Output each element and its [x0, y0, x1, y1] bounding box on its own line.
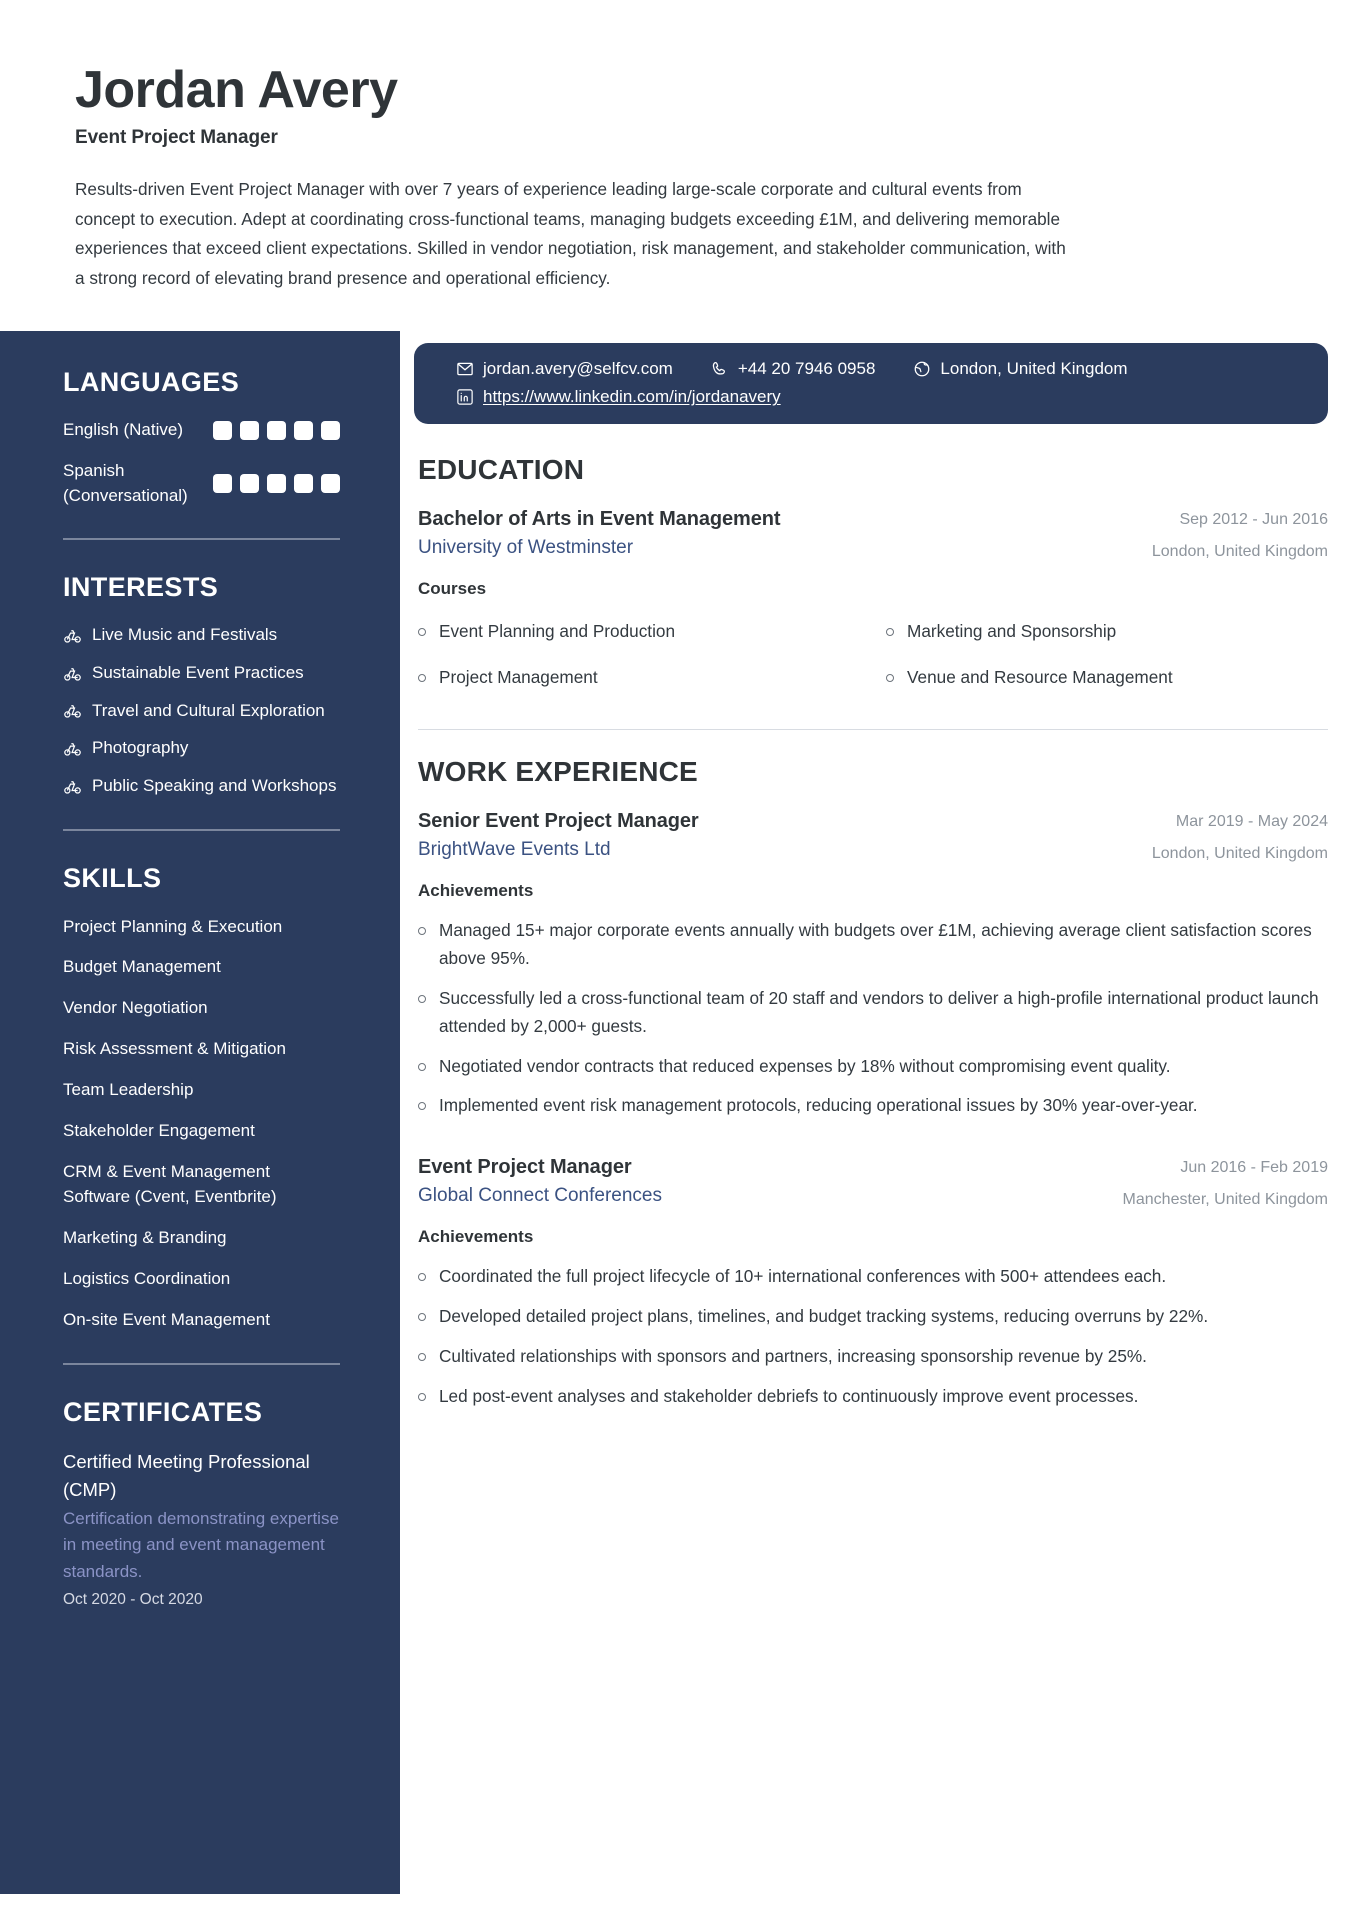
bullet-icon: [418, 628, 426, 636]
section-work-experience: [418, 756, 1328, 1417]
bullet-icon: [418, 1353, 426, 1361]
course-item: [418, 655, 860, 701]
main-column: [400, 331, 1350, 1894]
contact-linkedin[interactable]: [456, 387, 781, 407]
skill-item: Marketing & Branding: [63, 1228, 227, 1248]
achievement-text: Successfully led a cross-functional team of 20 staff and vendors to deliver a high-profile international product launch attended by 2,000+ guests.: [439, 987, 1319, 1036]
interest-label: Sustainable Event Practices: [92, 663, 304, 683]
level-dot: [294, 474, 313, 493]
language-level-meter: [213, 474, 340, 493]
language-item: [63, 418, 340, 443]
level-dot: [213, 474, 232, 493]
bullet-icon: [418, 1063, 426, 1071]
work-entry-head: [418, 810, 1328, 863]
education-entry-left: [418, 508, 1132, 559]
skill-item: Project Planning & Execution: [63, 916, 283, 936]
skill-item: CRM & Event Management Software (Cvent, Eventbrite): [63, 1161, 277, 1207]
skill-item: Budget Management: [63, 957, 221, 977]
main-sections: [400, 424, 1328, 1416]
work-entry-left: [418, 1156, 1103, 1207]
skill-item: Logistics Coordination: [63, 1269, 231, 1289]
degree-title: Bachelor of Arts in Event Management: [418, 508, 781, 531]
courses-grid: [418, 609, 1328, 701]
achievement-text: Implemented event risk management protocols, reducing operational issues by 30% year-over-year.: [439, 1095, 1198, 1116]
sidebar-section-certificates: [63, 1397, 340, 1609]
contact-location-text: London, United Kingdom: [940, 359, 1128, 379]
interests-heading: INTERESTS: [63, 572, 219, 603]
bullet-icon: [418, 674, 426, 682]
achievement-text: Managed 15+ major corporate events annually with budgets over £1M, achieving average client satisfaction scores above 95%.: [439, 920, 1312, 969]
candidate-name: Jordan Avery: [75, 61, 398, 119]
language-name: Spanish (Conversational): [63, 461, 188, 505]
certificate-date: Oct 2020 - Oct 2020: [63, 1590, 203, 1608]
education-date: Sep 2012 - Jun 2016: [1179, 511, 1328, 529]
job-date: Mar 2019 - May 2024: [1175, 813, 1328, 831]
bicycle-icon: [63, 777, 82, 796]
achievement-item: [418, 979, 1328, 1047]
sidebar-section-skills: [63, 863, 340, 1333]
course-text: Project Management: [439, 667, 598, 688]
achievement-text: Developed detailed project plans, timelines, and budget tracking systems, reducing overruns by 22%.: [439, 1306, 1209, 1327]
bullet-icon: [886, 628, 894, 636]
sidebar: [0, 331, 400, 1894]
bullet-icon: [418, 1313, 426, 1321]
level-dot: [240, 474, 259, 493]
achievements-label: Achievements: [418, 881, 534, 901]
contact-bar: [414, 343, 1328, 424]
contact-email-text: jordan.avery@selfcv.com: [483, 359, 673, 379]
sidebar-divider: [63, 538, 340, 540]
bullet-icon: [418, 1273, 426, 1281]
contact-phone[interactable]: [711, 359, 876, 379]
resume-header: [0, 0, 1350, 293]
linkedin-icon: [456, 388, 474, 406]
job-location: Manchester, United Kingdom: [1122, 1191, 1328, 1209]
bicycle-icon: [63, 626, 82, 645]
skill-item: Vendor Negotiation: [63, 998, 208, 1018]
skills-heading: SKILLS: [63, 862, 162, 893]
achievement-item: [418, 1377, 1328, 1417]
globe-icon: [913, 360, 931, 378]
contact-line-secondary: [456, 387, 1302, 407]
language-level-meter: [213, 421, 340, 440]
entry-spacer: [418, 1130, 1328, 1156]
education-location: London, United Kingdom: [1151, 543, 1328, 561]
job-title: Senior Event Project Manager: [418, 810, 699, 833]
certificate-description: Certification demonstrating expertise in meeting and event management standards.: [63, 1508, 339, 1581]
contact-phone-text: +44 20 7946 0958: [737, 359, 876, 379]
contact-line-primary: [456, 359, 1302, 379]
interest-item: [63, 774, 340, 799]
sidebar-divider: [63, 829, 340, 831]
achievements-label: Achievements: [418, 1227, 534, 1247]
interest-item: [63, 699, 340, 724]
achievement-item: [418, 1086, 1328, 1126]
certificates-heading: CERTIFICATES: [63, 1396, 263, 1427]
work-heading: WORK EXPERIENCE: [418, 756, 698, 788]
level-dot: [267, 474, 286, 493]
level-dot: [213, 421, 232, 440]
achievement-text: Led post-event analyses and stakeholder debriefs to continuously improve event processes.: [439, 1385, 1139, 1406]
interest-item: [63, 661, 340, 686]
achievement-item: [418, 911, 1328, 979]
section-education: [418, 454, 1328, 701]
achievement-item: [418, 1257, 1328, 1297]
course-item: [418, 609, 860, 655]
bicycle-icon: [63, 739, 82, 758]
interest-label: Photography: [92, 738, 189, 758]
achievements-list: [418, 911, 1328, 1126]
interest-label: Live Music and Festivals: [92, 625, 278, 645]
sidebar-divider: [63, 1363, 340, 1365]
achievements-list: [418, 1257, 1328, 1416]
contact-email[interactable]: [456, 359, 673, 379]
education-entry-head: [418, 508, 1328, 561]
job-title: Event Project Manager: [418, 1156, 632, 1179]
achievement-item: [418, 1047, 1328, 1087]
sidebar-section-interests: [63, 572, 340, 798]
course-text: Marketing and Sponsorship: [907, 621, 1117, 642]
bullet-icon: [418, 927, 426, 935]
course-item: [886, 655, 1328, 701]
interest-item: [63, 736, 340, 761]
company-name: Global Connect Conferences: [418, 1185, 662, 1207]
bicycle-icon: [63, 664, 82, 683]
resume-body: [0, 331, 1350, 1894]
level-dot: [267, 421, 286, 440]
level-dot: [240, 421, 259, 440]
interest-label: Travel and Cultural Exploration: [92, 700, 325, 720]
bullet-icon: [418, 1102, 426, 1110]
skill-item: Team Leadership: [63, 1079, 194, 1099]
skill-item: On-site Event Management: [63, 1309, 270, 1329]
job-location: London, United Kingdom: [1151, 845, 1328, 863]
achievement-item: [418, 1297, 1328, 1337]
work-entry: [418, 810, 1328, 1126]
bullet-icon: [886, 674, 894, 682]
envelope-icon: [456, 360, 474, 378]
professional-summary: Results-driven Event Project Manager with over 7 years of experience leading large-scale corporate and cultural events from concept to execution. Adept at coordinating cross-functional teams, managing budgets exceeding £1M, and delivering memorable experiences that exceed client expectations. Skilled in vendor negotiation, risk management, and stakeholder communication, with a strong record of elevating brand presence and operational efficiency.: [75, 179, 1066, 288]
course-item: [886, 609, 1328, 655]
contact-location: [913, 359, 1127, 379]
languages-heading: LANGUAGES: [63, 367, 240, 398]
work-entry: [418, 1156, 1328, 1416]
achievement-text: Cultivated relationships with sponsors and partners, increasing sponsorship revenue by 25%.: [439, 1346, 1147, 1367]
achievement-text: Coordinated the full project lifecycle of 10+ international conferences with 500+ attendees each.: [439, 1266, 1167, 1287]
language-item: [63, 459, 340, 508]
sidebar-section-languages: [63, 367, 340, 508]
course-text: Event Planning and Production: [439, 621, 676, 642]
courses-label: Courses: [418, 579, 487, 599]
company-name: BrightWave Events Ltd: [418, 839, 611, 861]
bullet-icon: [418, 1393, 426, 1401]
candidate-job-title: Event Project Manager: [75, 127, 278, 149]
contact-linkedin-text[interactable]: https://www.linkedin.com/in/jordanavery: [483, 387, 781, 407]
work-entry-head: [418, 1156, 1328, 1209]
phone-icon: [711, 360, 729, 378]
course-text: Venue and Resource Management: [907, 667, 1173, 688]
work-entry-right: [1152, 810, 1328, 863]
skill-item: Risk Assessment & Mitigation: [63, 1039, 286, 1059]
achievement-text: Negotiated vendor contracts that reduced expenses by 18% without compromising event quality.: [439, 1055, 1171, 1076]
work-entry-right: [1123, 1156, 1328, 1209]
level-dot: [294, 421, 313, 440]
work-entry-left: [418, 810, 1132, 861]
bullet-icon: [418, 995, 426, 1003]
school-name: University of Westminster: [418, 537, 634, 559]
achievement-item: [418, 1337, 1328, 1377]
interest-item: [63, 623, 340, 648]
job-date: Jun 2016 - Feb 2019: [1180, 1159, 1328, 1177]
level-dot: [321, 421, 340, 440]
interest-label: Public Speaking and Workshops: [92, 775, 337, 795]
language-name: English (Native): [63, 420, 183, 440]
education-heading: EDUCATION: [418, 454, 585, 486]
level-dot: [321, 474, 340, 493]
education-entry-right: [1152, 508, 1328, 561]
section-divider: [418, 729, 1328, 730]
certificate-name: Certified Meeting Professional (CMP): [63, 1450, 310, 1500]
skill-item: Stakeholder Engagement: [63, 1120, 255, 1140]
certificate-item: [63, 1448, 340, 1609]
bicycle-icon: [63, 701, 82, 720]
education-entry: [418, 508, 1328, 701]
